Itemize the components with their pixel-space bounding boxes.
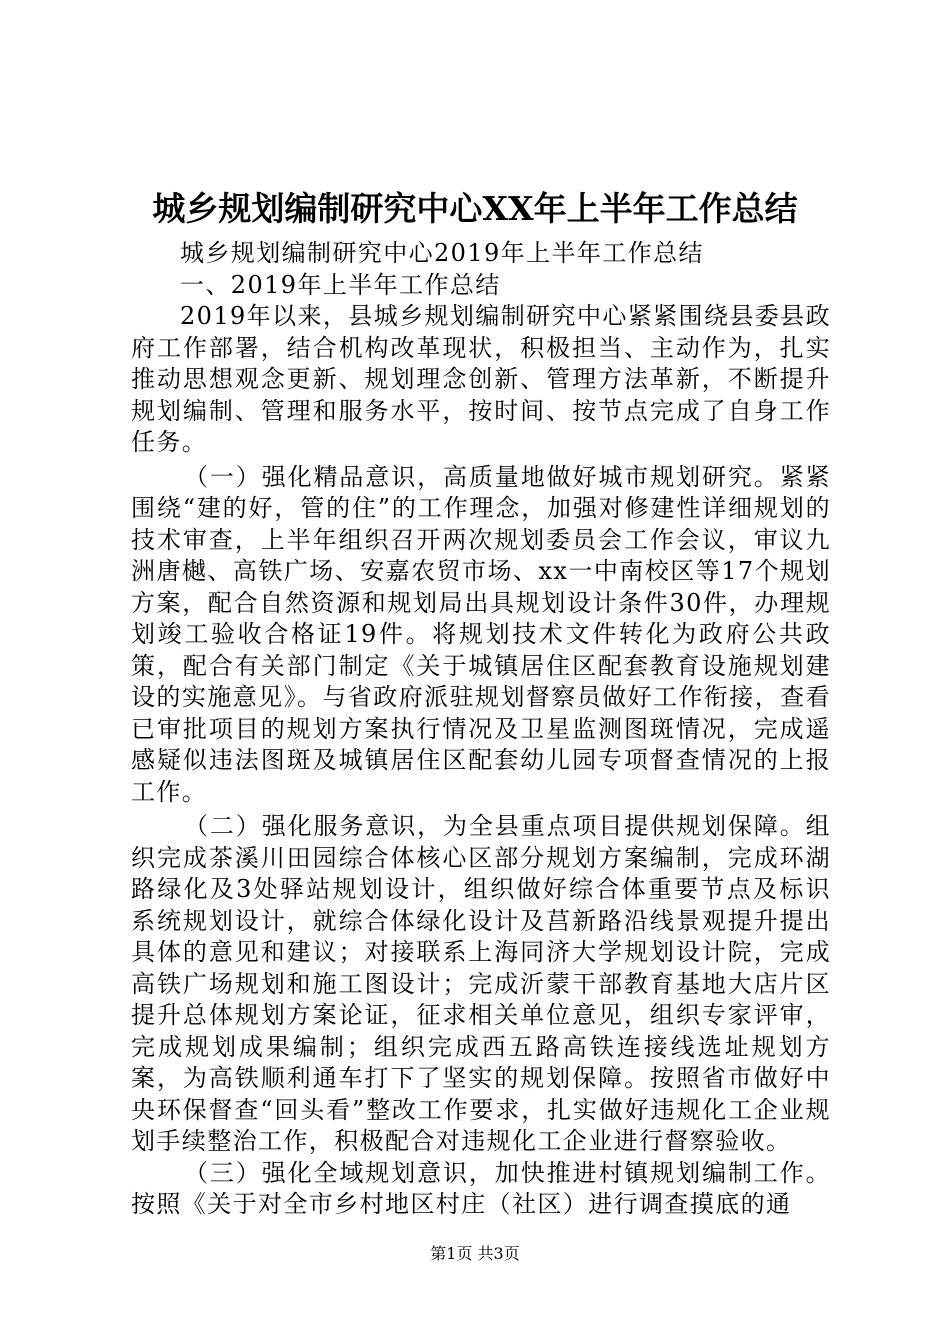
paragraph-item-3: （三）强化全域规划意识，加快推进村镇规划编制工作。按照《关于对全市乡村地区村庄（社区）进行调查摸底的通 bbox=[131, 1158, 831, 1218]
document-title: 城乡规划编制研究中心XX年上半年工作总结 bbox=[152, 189, 798, 228]
document-body bbox=[131, 238, 831, 1221]
paragraph-intro: 2019年以来，县城乡规划编制研究中心紧紧围绕县委县政府工作部署，结合机构改革现状，积极担当、主动作为，扎实推动思想观念更新、规划理念创新、管理方法革新，不断提升规划编制、管理和服务水平，按时间、按节点完成了自身工作任务。 bbox=[131, 302, 831, 456]
paragraph-item-2: （二）强化服务意识，为全县重点项目提供规划保障。组织完成茶溪川田园综合体核心区部分规划方案编制，完成环湖路绿化及3处驿站规划设计，组织做好综合体重要节点及标识系统规划设计，就综合体绿化设计及莒新路沿线景观提升提出具体的意见和建议；对接联系上海同济大学规划设计院，完成高铁广场规划和施工图设计；完成沂蒙干部教育基地大店片区提升总体规划方案论证，征求相关单位意见，组织专家评审，完成规划成果编制；组织完成西五路高铁连接线选址规划方案，为高铁顺利通车打下了坚实的规划保障。按照省市做好中央环保督查“回头看”整改工作要求，扎实做好违规化工企业规划手续整治工作，积极配合对违规化工企业进行督察验收。 bbox=[131, 812, 831, 1155]
page-number-footer: 第1页 共3页 bbox=[430, 1244, 520, 1263]
paragraph-item-1: （一）强化精品意识，高质量地做好城市规划研究。紧紧围绕“建的好，管的住”的工作理念，加强对修建性详细规划的技术审查，上半年组织召开两次规划委员会工作会议，审议九洲唐樾、高铁广场、安嘉农贸市场、xx一中南校区等17个规划方案，配合自然资源和规划局出具规划设计条件30件，办理规划竣工验收合格证19件。将规划技术文件转化为政府公共政策，配合有关部门制定《关于城镇居住区配套教育设施规划建设的实施意见》。与省政府派驻规划督察员做好工作衔接，查看已审批项目的规划方案执行情况及卫星监测图斑情况，完成遥感疑似违法图斑及城镇居住区配套幼儿园专项督查情况的上报工作。 bbox=[131, 462, 831, 806]
paragraph-subtitle: 城乡规划编制研究中心2019年上半年工作总结 bbox=[180, 239, 704, 267]
paragraph-section-heading: 一、2019年上半年工作总结 bbox=[180, 270, 501, 299]
